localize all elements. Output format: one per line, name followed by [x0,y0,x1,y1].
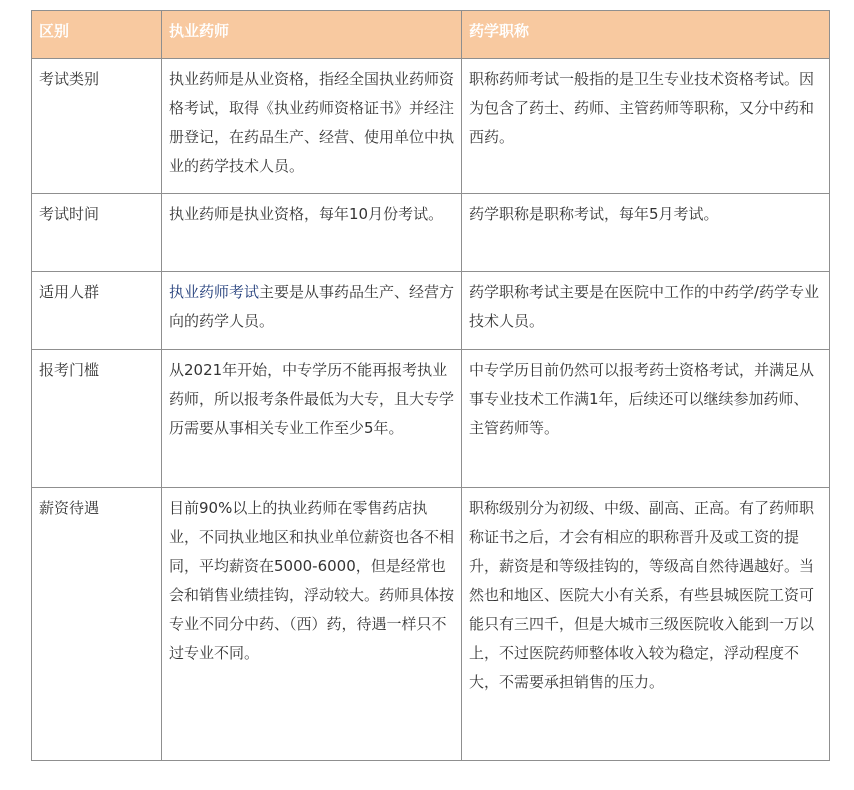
comparison-table [31,10,830,761]
row-label: 考试时间 [32,194,162,272]
table-row [32,194,830,272]
table-header-row [32,11,830,59]
pharmacist-cell-text: 主要是从事药品生产、经营方向的药学人员。 [169,283,455,330]
title-cell: 职称药师考试一般指的是卫生专业技术资格考试。因为包含了药士、药师、主管药师等职称，又分中药和西药。 [462,59,830,194]
pharmacist-cell: 从2021年开始，中专学历不能再报考执业药师，所以报考条件最低为大专，且大专学历需要从事相关专业工作至少5年。 [162,350,462,488]
row-label: 适用人群 [32,272,162,350]
pharmacist-cell: 目前90%以上的执业药师在零售药店执业，不同执业地区和执业单位薪资也各不相同，平均薪资在5000-6000，但是经常也会和销售业绩挂钩，浮动较大。药师具体按专业不同分中药、（西）药，待遇一样只不过专业不同。 [162,488,462,761]
title-cell: 药学职称是职称考试，每年5月考试。 [462,194,830,272]
table-row [32,488,830,761]
table-row [32,272,830,350]
pharmacist-cell [162,272,462,350]
row-label: 考试类别 [32,59,162,194]
title-cell: 中专学历目前仍然可以报考药士资格考试，并满足从事专业技术工作满1年，后续还可以继续参加药师、主管药师等。 [462,350,830,488]
title-cell: 药学职称考试主要是在医院中工作的中药学/药学专业技术人员。 [462,272,830,350]
title-cell: 职称级别分为初级、中级、副高、正高。有了药师职称证书之后，才会有相应的职称晋升及或工资的提升，薪资是和等级挂钩的，等级高自然待遇越好。当然也和地区、医院大小有关系，有些县城医院工资可能只有三四千，但是大城市三级医院收入能到一万以上，不过医院药师整体收入较为稳定，浮动程度不大，不需要承担销售的压力。 [462,488,830,761]
header-licensed-pharmacist: 执业药师 [162,11,462,59]
pharmacist-cell: 执业药师是执业资格，每年10月份考试。 [162,194,462,272]
pharmacist-exam-link[interactable]: 执业药师考试 [169,283,260,301]
table-row [32,59,830,194]
header-difference: 区别 [32,11,162,59]
header-pharmacy-title: 药学职称 [462,11,830,59]
pharmacist-cell: 执业药师是从业资格，指经全国执业药师资格考试，取得《执业药师资格证书》并经注册登记，在药品生产、经营、使用单位中执业的药学技术人员。 [162,59,462,194]
comparison-table-container [31,10,829,761]
row-label: 报考门槛 [32,350,162,488]
table-row [32,350,830,488]
row-label: 薪资待遇 [32,488,162,761]
